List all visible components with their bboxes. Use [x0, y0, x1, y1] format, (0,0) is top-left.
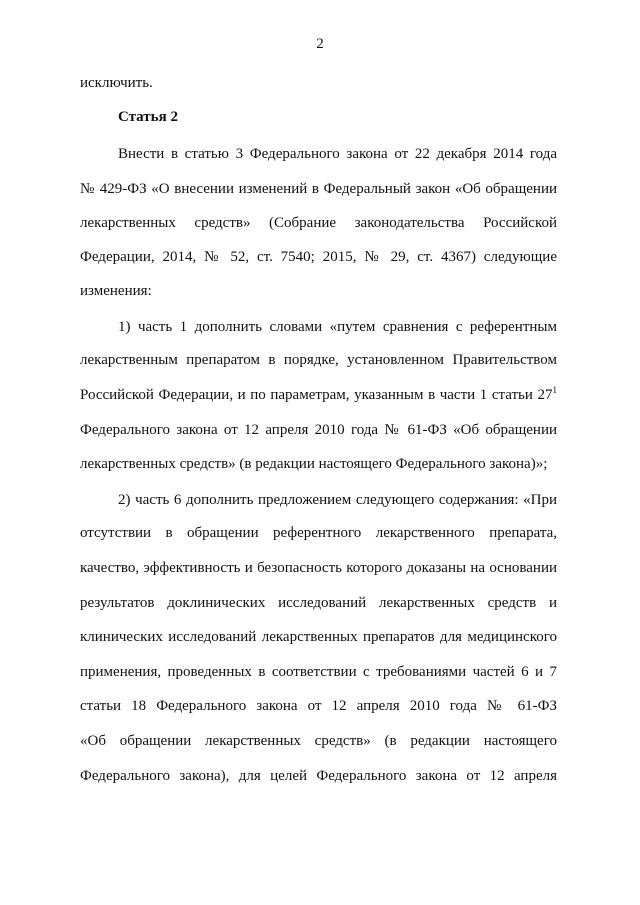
text-line: Федерации, 2014, № 52, ст. 7540; 2015, № 29, ст. 4367) следующие [80, 249, 557, 265]
text-line: лекарственных средств» (Собрание законодательства Российской [80, 215, 557, 231]
article-heading: Статья 2 [118, 109, 178, 125]
text-line: Федерального закона), для целей Федерального закона от 12 апреля [80, 768, 557, 784]
text-line: изменения: [80, 283, 152, 299]
text-line: 2) часть 6 дополнить предложением следующего содержания: «При [118, 492, 557, 508]
text-line: Внести в статью 3 Федерального закона от 22 декабря 2014 года [118, 146, 557, 162]
text-line: применения, проведенных в соответствии с требованиями частей 6 и 7 [80, 664, 557, 680]
superscript: 1 [552, 385, 557, 395]
text-line: результатов доклинических исследований лекарственных средств и [80, 595, 557, 611]
text-line: исключить. [80, 75, 153, 91]
text-line: лекарственных средств» (в редакции настоящего Федерального закона)»; [80, 456, 548, 472]
text-line-main: Российской Федерации, и по параметрам, указанным в части 1 статьи 27 [80, 387, 553, 403]
text-line: лекарственным препаратом в порядке, установленном Правительством [80, 352, 557, 368]
text-line [80, 386, 557, 404]
text-line: «Об обращении лекарственных средств» (в редакции настоящего [80, 733, 557, 749]
text-line: № 429-ФЗ «О внесении изменений в Федеральный закон «Об обращении [80, 181, 557, 197]
text-line: 1) часть 1 дополнить словами «путем сравнения с референтным [118, 319, 557, 335]
text-line: Федерального закона от 12 апреля 2010 года № 61-ФЗ «Об обращении [80, 422, 557, 438]
text-line: отсутствии в обращении референтного лекарственного препарата, [80, 525, 557, 541]
text-line: клинических исследований лекарственных препаратов для медицинского [80, 629, 557, 645]
page-number: 2 [316, 36, 324, 52]
text-line: качество, эффективность и безопасность которого доказаны на основании [80, 560, 557, 576]
text-line: статьи 18 Федерального закона от 12 апреля 2010 года № 61-ФЗ [80, 698, 557, 714]
